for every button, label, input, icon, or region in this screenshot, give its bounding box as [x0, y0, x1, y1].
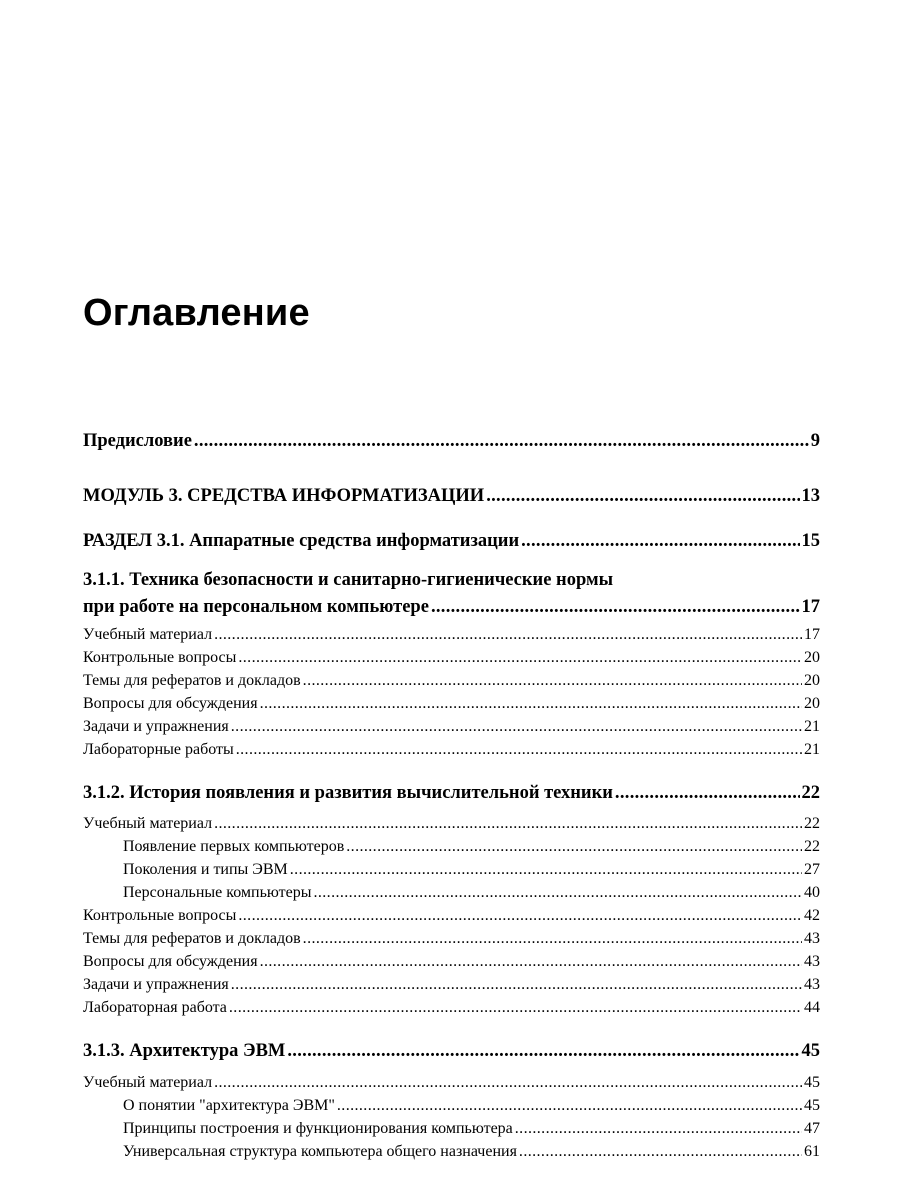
dot-leader — [236, 739, 802, 760]
toc-item[interactable] — [83, 951, 820, 972]
toc-page-number: 9 — [810, 431, 820, 451]
toc-subitem[interactable] — [123, 859, 820, 880]
toc-subitem[interactable] — [123, 1118, 820, 1139]
dot-leader — [231, 974, 802, 995]
toc-item-label: Темы для рефератов и докладов — [83, 672, 301, 689]
toc-subitem-label: Универсальная структура компьютера общего назначения — [123, 1143, 517, 1160]
toc-page-number: 43 — [804, 930, 820, 947]
toc-page-number: 61 — [804, 1143, 820, 1160]
dot-leader — [214, 624, 802, 645]
toc-item-label: Учебный материал — [83, 626, 213, 643]
toc-entry-label: МОДУЛЬ 3. СРЕДСТВА ИНФОРМАТИЗАЦИИ — [83, 486, 485, 506]
dot-leader — [229, 997, 802, 1018]
toc-subitem[interactable] — [123, 836, 820, 857]
toc-entry-chapter-3-1-3[interactable] — [83, 1039, 820, 1063]
toc-entry-module[interactable] — [83, 484, 820, 508]
toc-item-label: Контрольные вопросы — [83, 907, 237, 924]
toc-item-label: Задачи и упражнения — [83, 718, 229, 735]
toc-item-label: Лабораторная работа — [83, 999, 227, 1016]
toc-subitem-label: Принципы построения и функционирования компьютера — [123, 1120, 513, 1137]
dot-leader — [337, 1095, 802, 1116]
dot-leader — [431, 595, 800, 619]
dot-leader — [486, 484, 799, 508]
toc-item[interactable] — [83, 693, 820, 714]
toc-subitem-label: Появление первых компьютеров — [123, 838, 345, 855]
toc-subitem[interactable] — [123, 1095, 820, 1116]
toc-item-label: Учебный материал — [83, 815, 213, 832]
toc-page-number: 43 — [804, 953, 820, 970]
toc-item-label: Вопросы для обсуждения — [83, 953, 258, 970]
toc-item[interactable] — [83, 974, 820, 995]
toc-page-number: 45 — [801, 1041, 820, 1061]
dot-leader — [515, 1118, 802, 1139]
page-title: Оглавление — [83, 292, 310, 334]
toc-page-number: 13 — [801, 486, 820, 506]
dot-leader — [214, 1072, 802, 1093]
toc-subitem[interactable] — [123, 882, 820, 903]
toc-page-number: 22 — [801, 783, 820, 803]
toc-page-number: 17 — [804, 626, 820, 643]
dot-leader — [303, 928, 802, 949]
toc-item[interactable] — [83, 739, 820, 760]
toc-page-number: 20 — [804, 672, 820, 689]
toc-item-label: Задачи и упражнения — [83, 976, 229, 993]
toc-item-label: Учебный материал — [83, 1074, 213, 1091]
toc-page-number: 20 — [804, 649, 820, 666]
toc-page-number: 15 — [801, 531, 820, 551]
toc-chapter-title-line1[interactable]: 3.1.1. Техника безопасности и санитарно-гигиенические нормы — [83, 570, 614, 590]
toc-item[interactable] — [83, 928, 820, 949]
toc-entry-chapter-3-1-1[interactable] — [83, 595, 820, 619]
dot-leader — [260, 693, 802, 714]
toc-item-label: Лабораторные работы — [83, 741, 234, 758]
toc-item[interactable] — [83, 716, 820, 737]
dot-leader — [214, 813, 802, 834]
dot-leader — [238, 905, 802, 926]
dot-leader — [521, 529, 799, 553]
toc-entry-label: Предисловие — [83, 431, 192, 451]
dot-leader — [313, 882, 802, 903]
toc-item[interactable] — [83, 647, 820, 668]
toc-entry-section[interactable] — [83, 529, 820, 553]
toc-item[interactable] — [83, 905, 820, 926]
toc-page-number: 45 — [804, 1074, 820, 1091]
toc-entry-label: РАЗДЕЛ 3.1. Аппаратные средства информатизации — [83, 531, 520, 551]
toc-page-number: 22 — [804, 838, 820, 855]
toc-subitem[interactable] — [123, 1141, 820, 1162]
toc-page-number: 21 — [804, 718, 820, 735]
toc-page-number: 27 — [804, 861, 820, 878]
toc-item[interactable] — [83, 670, 820, 691]
toc-entry-label: 3.1.2. История появления и развития вычислительной техники — [83, 783, 613, 803]
dot-leader — [346, 836, 802, 857]
toc-entry-label: при работе на персональном компьютере — [83, 597, 429, 617]
toc-entry-chapter-3-1-2[interactable] — [83, 781, 820, 805]
toc-page-number: 43 — [804, 976, 820, 993]
toc-item[interactable] — [83, 1072, 820, 1093]
toc-item-label: Вопросы для обсуждения — [83, 695, 258, 712]
toc-subitem-label: Персональные компьютеры — [123, 884, 312, 901]
dot-leader — [303, 670, 802, 691]
dot-leader — [615, 781, 800, 805]
toc-page-number: 21 — [804, 741, 820, 758]
toc-item[interactable] — [83, 997, 820, 1018]
toc-item[interactable] — [83, 624, 820, 645]
toc-page-number: 42 — [804, 907, 820, 924]
dot-leader — [287, 1039, 799, 1063]
toc-subitem-label: Поколения и типы ЭВМ — [123, 861, 288, 878]
toc-page-number: 20 — [804, 695, 820, 712]
dot-leader — [231, 716, 802, 737]
toc-page-number: 47 — [804, 1120, 820, 1137]
dot-leader — [519, 1141, 802, 1162]
toc-entry-preface[interactable] — [83, 429, 820, 453]
toc-page-number: 44 — [804, 999, 820, 1016]
toc-item[interactable] — [83, 813, 820, 834]
dot-leader — [290, 859, 802, 880]
toc-page-number: 40 — [804, 884, 820, 901]
toc-subitem-label: О понятии "архитектура ЭВМ" — [123, 1097, 335, 1114]
toc-item-label: Контрольные вопросы — [83, 649, 237, 666]
toc-page-number: 22 — [804, 815, 820, 832]
toc-page-number: 45 — [804, 1097, 820, 1114]
dot-leader — [238, 647, 802, 668]
dot-leader — [194, 429, 809, 453]
dot-leader — [260, 951, 802, 972]
toc-entry-label: 3.1.3. Архитектура ЭВМ — [83, 1041, 286, 1061]
toc-page-number: 17 — [801, 597, 820, 617]
toc-item-label: Темы для рефератов и докладов — [83, 930, 301, 947]
